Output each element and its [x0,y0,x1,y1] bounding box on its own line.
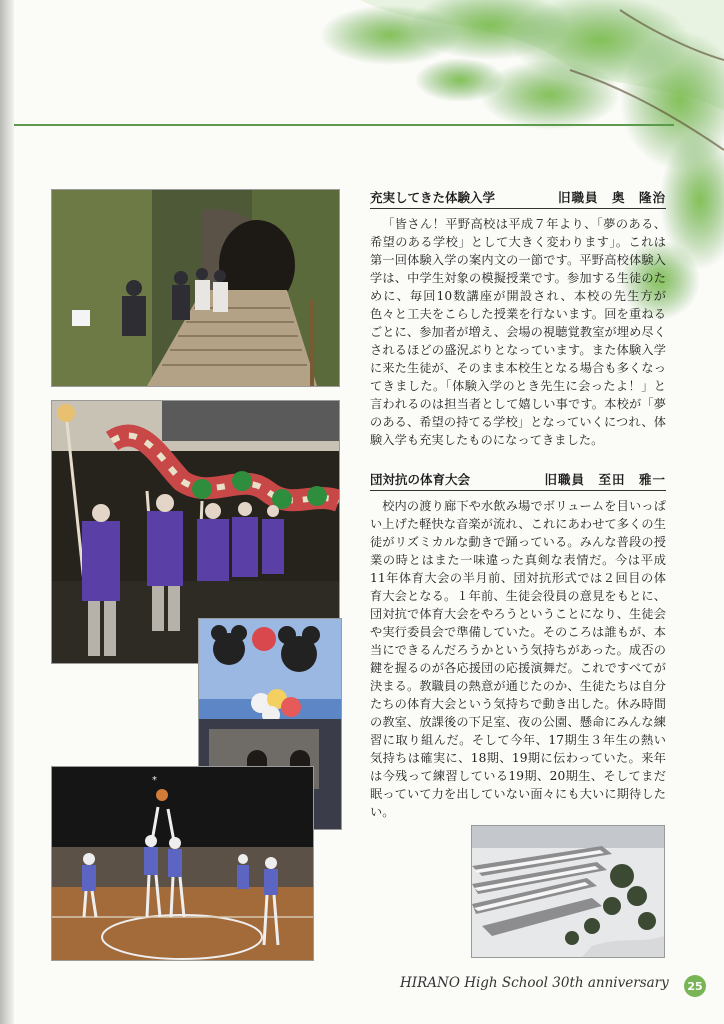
article-body: 「皆さん！平野高校は平成７年より、「夢のある、希望のある学校」として大きく変わります」。これは第一回体験入学の案内文の一節です。平野高校体験入学は、中学生対象の模擬授業です。参加する生徒のために、毎回10数講座が開設され、本校の先生方が色々と工夫をこらした授業を行ないます。回を重ねるごとに、参加者が増え、会場の視聴覚教室が埋め尽くされるほどの盛況ぶりとなっています。また体験入学に来た生徒が、そのまま本校生となる場合も多くなってきました。「体験入学のとき先生に会ったよ！」と言われるのは担当者として嬉しい事です。本校が「夢のある、希望の持てる学校」となっていくにつれ、体験入学も充実したものになってきました。 [370,217,666,447]
article-experience-admission [370,188,666,449]
article-heading [370,188,666,209]
photo-aerial-snow-campus [471,825,665,958]
photo-tunnel-stairs [51,189,340,387]
article-heading [370,470,666,491]
svg-text:*: * [152,775,157,786]
photo-basketball [51,766,314,961]
article-title: 充実してきた体験入学 [370,190,496,205]
article-title: 団対抗の体育大会 [370,472,471,487]
page-number-badge: 25 [684,975,706,997]
green-divider-line [14,124,674,126]
article-author: 旧職員 奥 隆治 [557,190,666,205]
book-spine-shadow [0,0,14,1024]
article-sports-festival [370,470,666,821]
article-author: 旧職員 至田 雅一 [544,472,666,487]
footer-anniversary-text: HIRANO High School 30th anniversary [400,975,669,991]
article-body: 校内の渡り廊下や水飲み場でボリュームを目いっぱい上げた軽快な音楽が流れ、これにあわせて多くの生徒がリズミカルな動きで踊っている。みんな普段の授業の時とはまた一味違った真剣な表情だ。今は平成11年体育大会の半月前、団対抗形式では２回目の体育大会となる。１年前、生徒会役員の意見をもとに、団対抗で体育大会をやろうということになり、生徒会や実行委員会で準備していた。そのころは誰もが、本当にできるんだろうかという気持ちがあった。成否の鍵を握るのが各応援団の応援演舞だ。これですべてが決まる。教職員の熱意が通じたのか、生徒たちは自分たちの体育大会という気持ちで動き出した。休み時間の教室、放課後の下足室、夜の公園、懸命にみんな練習に取り組んだ。そして今年、17期生３年生の熱い気持ちは確実に、18期、19期に伝わっていた。来年は今残って練習している19期、20期生、そしてまだ眠っていて力を出していない面々にも大いに期待したい。 [370,499,666,819]
